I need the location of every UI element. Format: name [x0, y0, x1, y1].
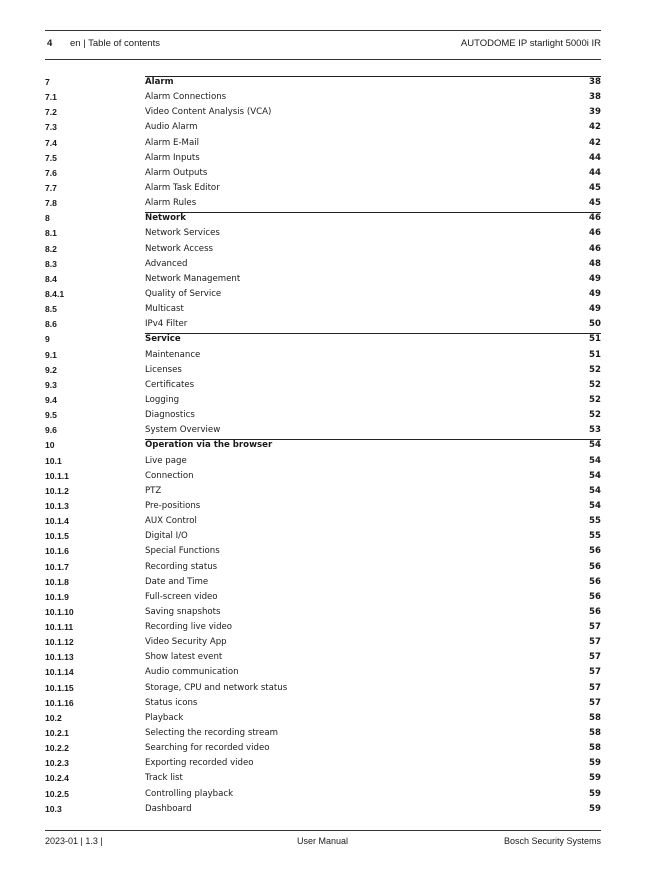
toc-entry-number: 7.2 [45, 107, 57, 118]
toc-entry-title: Video Content Analysis (VCA) [145, 107, 272, 118]
toc-row[interactable] [45, 561, 601, 576]
toc-entry-number: 7.8 [45, 198, 57, 209]
toc-entry-page: 46 [589, 243, 601, 254]
toc-entry-page: 46 [589, 228, 601, 239]
toc-entry-title: Playback [145, 712, 184, 723]
toc-row[interactable] [45, 91, 601, 106]
toc-row[interactable] [45, 121, 601, 136]
toc-entry-number: 9.3 [45, 379, 57, 390]
toc-entry-page: 42 [589, 137, 601, 148]
toc-entry-title: Logging [145, 394, 180, 405]
toc-entry-number: 10.2.3 [45, 758, 69, 769]
toc-entry-title: Full-screen video [145, 591, 218, 602]
toc-entry-title: Advanced [145, 258, 188, 269]
toc-entry-number: 10.2 [45, 712, 62, 723]
toc-entry-page: 48 [589, 258, 601, 269]
toc-entry-title: Pre-positions [145, 500, 201, 511]
toc-entry-title: Controlling playback [145, 788, 234, 799]
toc-entry-title: Live page [145, 455, 187, 466]
toc-entry-title: Searching for recorded video [145, 743, 270, 754]
toc-entry-page: 57 [589, 697, 601, 708]
table-of-contents [45, 76, 601, 818]
toc-entry-page: 57 [589, 622, 601, 633]
toc-entry-page: 58 [589, 728, 601, 739]
toc-entry-title: Saving snapshots [145, 606, 221, 617]
toc-entry-title: Storage, CPU and network status [145, 682, 288, 693]
toc-entry-title: AUX Control [145, 516, 197, 527]
toc-entry-number: 10.1.7 [45, 561, 69, 572]
toc-entry-page: 52 [589, 379, 601, 390]
toc-entry-title: PTZ [145, 485, 162, 496]
toc-row[interactable] [45, 788, 601, 803]
toc-row[interactable] [45, 152, 601, 167]
toc-entry-page: 46 [589, 213, 601, 224]
toc-entry-title: Exporting recorded video [145, 758, 254, 769]
toc-row[interactable] [45, 712, 601, 727]
toc-entry-number: 10.1.8 [45, 576, 69, 587]
toc-entry-title: Certificates [145, 379, 195, 390]
product-name: AUTODOME IP starlight 5000i IR [460, 38, 601, 49]
toc-row[interactable] [45, 772, 601, 787]
toc-entry-page: 56 [589, 576, 601, 587]
toc-entry-number: 7.3 [45, 122, 57, 133]
toc-entry-title: Audio Alarm [145, 122, 198, 133]
toc-row[interactable] [45, 182, 601, 197]
toc-entry-title: Video Security App [145, 637, 227, 648]
toc-entry-title: Alarm Connections [145, 92, 227, 103]
toc-entry-title: System Overview [145, 425, 221, 436]
toc-entry-title: Show latest event [145, 652, 223, 663]
toc-row[interactable] [45, 727, 601, 742]
toc-entry-page: 58 [589, 712, 601, 723]
toc-entry-title: Alarm Task Editor [145, 182, 220, 193]
toc-entry-page: 59 [589, 773, 601, 784]
toc-entry-page: 39 [589, 107, 601, 118]
toc-entry-title: Special Functions [145, 546, 220, 557]
toc-entry-page: 58 [589, 743, 601, 754]
toc-entry-title: Dashboard [145, 803, 192, 814]
toc-entry-number: 10.1.9 [45, 591, 69, 602]
toc-row[interactable] [45, 803, 601, 818]
toc-entry-page: 49 [589, 304, 601, 315]
toc-entry-number: 10.2.1 [45, 728, 69, 739]
toc-row[interactable] [45, 303, 601, 318]
toc-entry-page: 52 [589, 394, 601, 405]
toc-entry-page: 54 [589, 485, 601, 496]
toc-row[interactable] [45, 576, 601, 591]
toc-entry-number: 10.1.16 [45, 697, 74, 708]
page-header [45, 38, 601, 52]
toc-entry-number: 10.3 [45, 803, 62, 814]
toc-entry-number: 10.1.12 [45, 637, 74, 648]
toc-entry-number: 10.1.4 [45, 516, 69, 527]
toc-row[interactable] [45, 757, 601, 772]
toc-entry-title: Operation via the browser [145, 440, 273, 451]
toc-entry-number: 8.1 [45, 228, 57, 239]
toc-entry-number: 8.3 [45, 258, 57, 269]
toc-entry-title: Recording status [145, 561, 218, 572]
toc-entry-number: 8.5 [45, 304, 57, 315]
toc-entry-title: Alarm [145, 77, 174, 87]
toc-entry-number: 7.5 [45, 152, 57, 163]
toc-entry-page: 59 [589, 803, 601, 814]
toc-entry-number: 10.2.2 [45, 743, 69, 754]
toc-row[interactable] [45, 500, 601, 515]
toc-row[interactable] [45, 273, 601, 288]
toc-entry-title: Multicast [145, 304, 184, 315]
toc-row[interactable] [45, 530, 601, 545]
toc-entry-title: Network Management [145, 273, 241, 284]
toc-entry-page: 59 [589, 758, 601, 769]
toc-entry-number: 10.2.4 [45, 773, 69, 784]
toc-entry-title: Licenses [145, 364, 182, 375]
toc-entry-page: 49 [589, 273, 601, 284]
toc-entry-page: 54 [589, 455, 601, 466]
toc-row[interactable] [45, 636, 601, 651]
toc-entry-page: 57 [589, 637, 601, 648]
toc-row[interactable] [45, 697, 601, 712]
footer-doc-type: User Manual [297, 836, 349, 846]
toc-entry-number: 7.1 [45, 92, 57, 103]
toc-entry-page: 57 [589, 682, 601, 693]
toc-entry-number: 8.6 [45, 319, 57, 330]
toc-row[interactable] [45, 394, 601, 409]
toc-row[interactable] [45, 349, 601, 364]
toc-chapter-row[interactable] [45, 333, 601, 348]
toc-entry-page: 52 [589, 364, 601, 375]
toc-row[interactable] [45, 591, 601, 606]
toc-entry-number: 10 [45, 440, 55, 451]
toc-entry-number: 7.6 [45, 167, 57, 178]
toc-entry-number: 7.4 [45, 137, 57, 148]
toc-entry-page: 56 [589, 606, 601, 617]
toc-entry-number: 8.2 [45, 243, 57, 254]
toc-row[interactable] [45, 318, 601, 333]
toc-entry-number: 8.4 [45, 273, 57, 284]
toc-row[interactable] [45, 545, 601, 560]
toc-entry-number: 9.2 [45, 364, 57, 375]
toc-entry-page: 44 [589, 167, 601, 178]
toc-entry-page: 49 [589, 288, 601, 299]
toc-chapter-row[interactable] [45, 76, 601, 91]
toc-entry-number: 9.6 [45, 425, 57, 436]
toc-entry-number: 8 [45, 213, 50, 224]
toc-row[interactable] [45, 455, 601, 470]
toc-entry-title: Recording live video [145, 622, 233, 633]
toc-row[interactable] [45, 258, 601, 273]
toc-entry-title: Selecting the recording stream [145, 728, 278, 739]
toc-entry-page: 38 [589, 77, 601, 87]
footer-date-version: 2023-01 | 1.3 | [45, 836, 103, 846]
toc-entry-number: 10.1.2 [45, 485, 69, 496]
toc-entry-page: 45 [589, 198, 601, 209]
toc-entry-number: 10.1.1 [45, 470, 69, 481]
toc-entry-title: Digital I/O [145, 531, 188, 542]
toc-entry-number: 9.4 [45, 394, 57, 405]
toc-entry-page: 51 [589, 334, 601, 345]
toc-entry-page: 56 [589, 591, 601, 602]
toc-entry-number: 10.1.15 [45, 682, 74, 693]
toc-entry-page: 57 [589, 667, 601, 678]
toc-entry-title: Maintenance [145, 349, 201, 360]
toc-entry-page: 51 [589, 349, 601, 360]
toc-row[interactable] [45, 288, 601, 303]
toc-entry-title: Network Access [145, 243, 214, 254]
toc-entry-title: Connection [145, 470, 194, 481]
toc-entry-page: 54 [589, 440, 601, 451]
toc-row[interactable] [45, 666, 601, 681]
toc-entry-number: 10.1.14 [45, 667, 74, 678]
toc-entry-title: Alarm Rules [145, 198, 197, 209]
section-label: en | Table of contents [70, 38, 160, 49]
toc-entry-number: 10.1.3 [45, 500, 69, 511]
toc-row[interactable] [45, 651, 601, 666]
toc-row[interactable] [45, 409, 601, 424]
toc-entry-title: Quality of Service [145, 288, 222, 299]
toc-entry-number: 7.7 [45, 182, 57, 193]
toc-entry-number: 10.1.5 [45, 531, 69, 542]
toc-entry-page: 52 [589, 410, 601, 421]
toc-entry-title: Date and Time [145, 576, 209, 587]
footer-company: Bosch Security Systems [503, 836, 601, 846]
toc-entry-page: 55 [589, 516, 601, 527]
toc-row[interactable] [45, 243, 601, 258]
toc-row[interactable] [45, 167, 601, 182]
toc-entry-page: 54 [589, 500, 601, 511]
toc-row[interactable] [45, 515, 601, 530]
toc-entry-number: 7 [45, 77, 50, 87]
toc-entry-number: 10.1 [45, 455, 62, 466]
toc-row[interactable] [45, 137, 601, 152]
toc-entry-title: Alarm Inputs [145, 152, 200, 163]
toc-entry-number: 10.1.13 [45, 652, 74, 663]
toc-entry-title: Diagnostics [145, 410, 195, 421]
toc-row[interactable] [45, 682, 601, 697]
toc-row[interactable] [45, 364, 601, 379]
toc-entry-number: 10.1.11 [45, 622, 74, 633]
toc-entry-title: Track list [145, 773, 183, 784]
toc-entry-page: 45 [589, 182, 601, 193]
toc-entry-page: 59 [589, 788, 601, 799]
toc-entry-title: IPv4 Filter [145, 319, 188, 330]
footer-rule [45, 830, 601, 831]
header-top-rule [45, 30, 601, 31]
toc-entry-page: 56 [589, 546, 601, 557]
header-bottom-rule [45, 59, 601, 60]
toc-row[interactable] [45, 606, 601, 621]
toc-row[interactable] [45, 197, 601, 212]
toc-row[interactable] [45, 227, 601, 242]
toc-entry-number: 10.1.10 [45, 606, 74, 617]
toc-entry-number: 9.5 [45, 410, 57, 421]
toc-entry-number: 8.4.1 [45, 288, 65, 299]
toc-entry-title: Alarm Outputs [145, 167, 208, 178]
toc-entry-title: Network [145, 213, 186, 224]
toc-entry-page: 42 [589, 122, 601, 133]
toc-entry-page: 57 [589, 652, 601, 663]
toc-entry-page: 56 [589, 561, 601, 572]
toc-entry-number: 9 [45, 334, 50, 345]
toc-entry-title: Service [145, 334, 181, 345]
toc-entry-page: 54 [589, 470, 601, 481]
toc-entry-page: 55 [589, 531, 601, 542]
toc-row[interactable] [45, 621, 601, 636]
toc-entry-title: Alarm E-Mail [145, 137, 200, 148]
toc-entry-page: 50 [589, 319, 601, 330]
toc-entry-number: 9.1 [45, 349, 57, 360]
toc-entry-page: 44 [589, 152, 601, 163]
toc-entry-number: 10.2.5 [45, 788, 69, 799]
toc-row[interactable] [45, 485, 601, 500]
toc-row[interactable] [45, 470, 601, 485]
toc-entry-page: 38 [589, 92, 601, 103]
toc-entry-title: Status icons [145, 697, 198, 708]
toc-chapter-row[interactable] [45, 212, 601, 227]
toc-entry-title: Network Services [145, 228, 220, 239]
toc-entry-title: Audio communication [145, 667, 239, 678]
toc-entry-number: 10.1.6 [45, 546, 69, 557]
toc-row[interactable] [45, 106, 601, 121]
page-number: 4 [47, 38, 53, 49]
toc-row[interactable] [45, 379, 601, 394]
toc-chapter-row[interactable] [45, 439, 601, 454]
toc-entry-page: 53 [589, 425, 601, 436]
page-footer [45, 836, 601, 850]
toc-row[interactable] [45, 424, 601, 439]
toc-row[interactable] [45, 742, 601, 757]
